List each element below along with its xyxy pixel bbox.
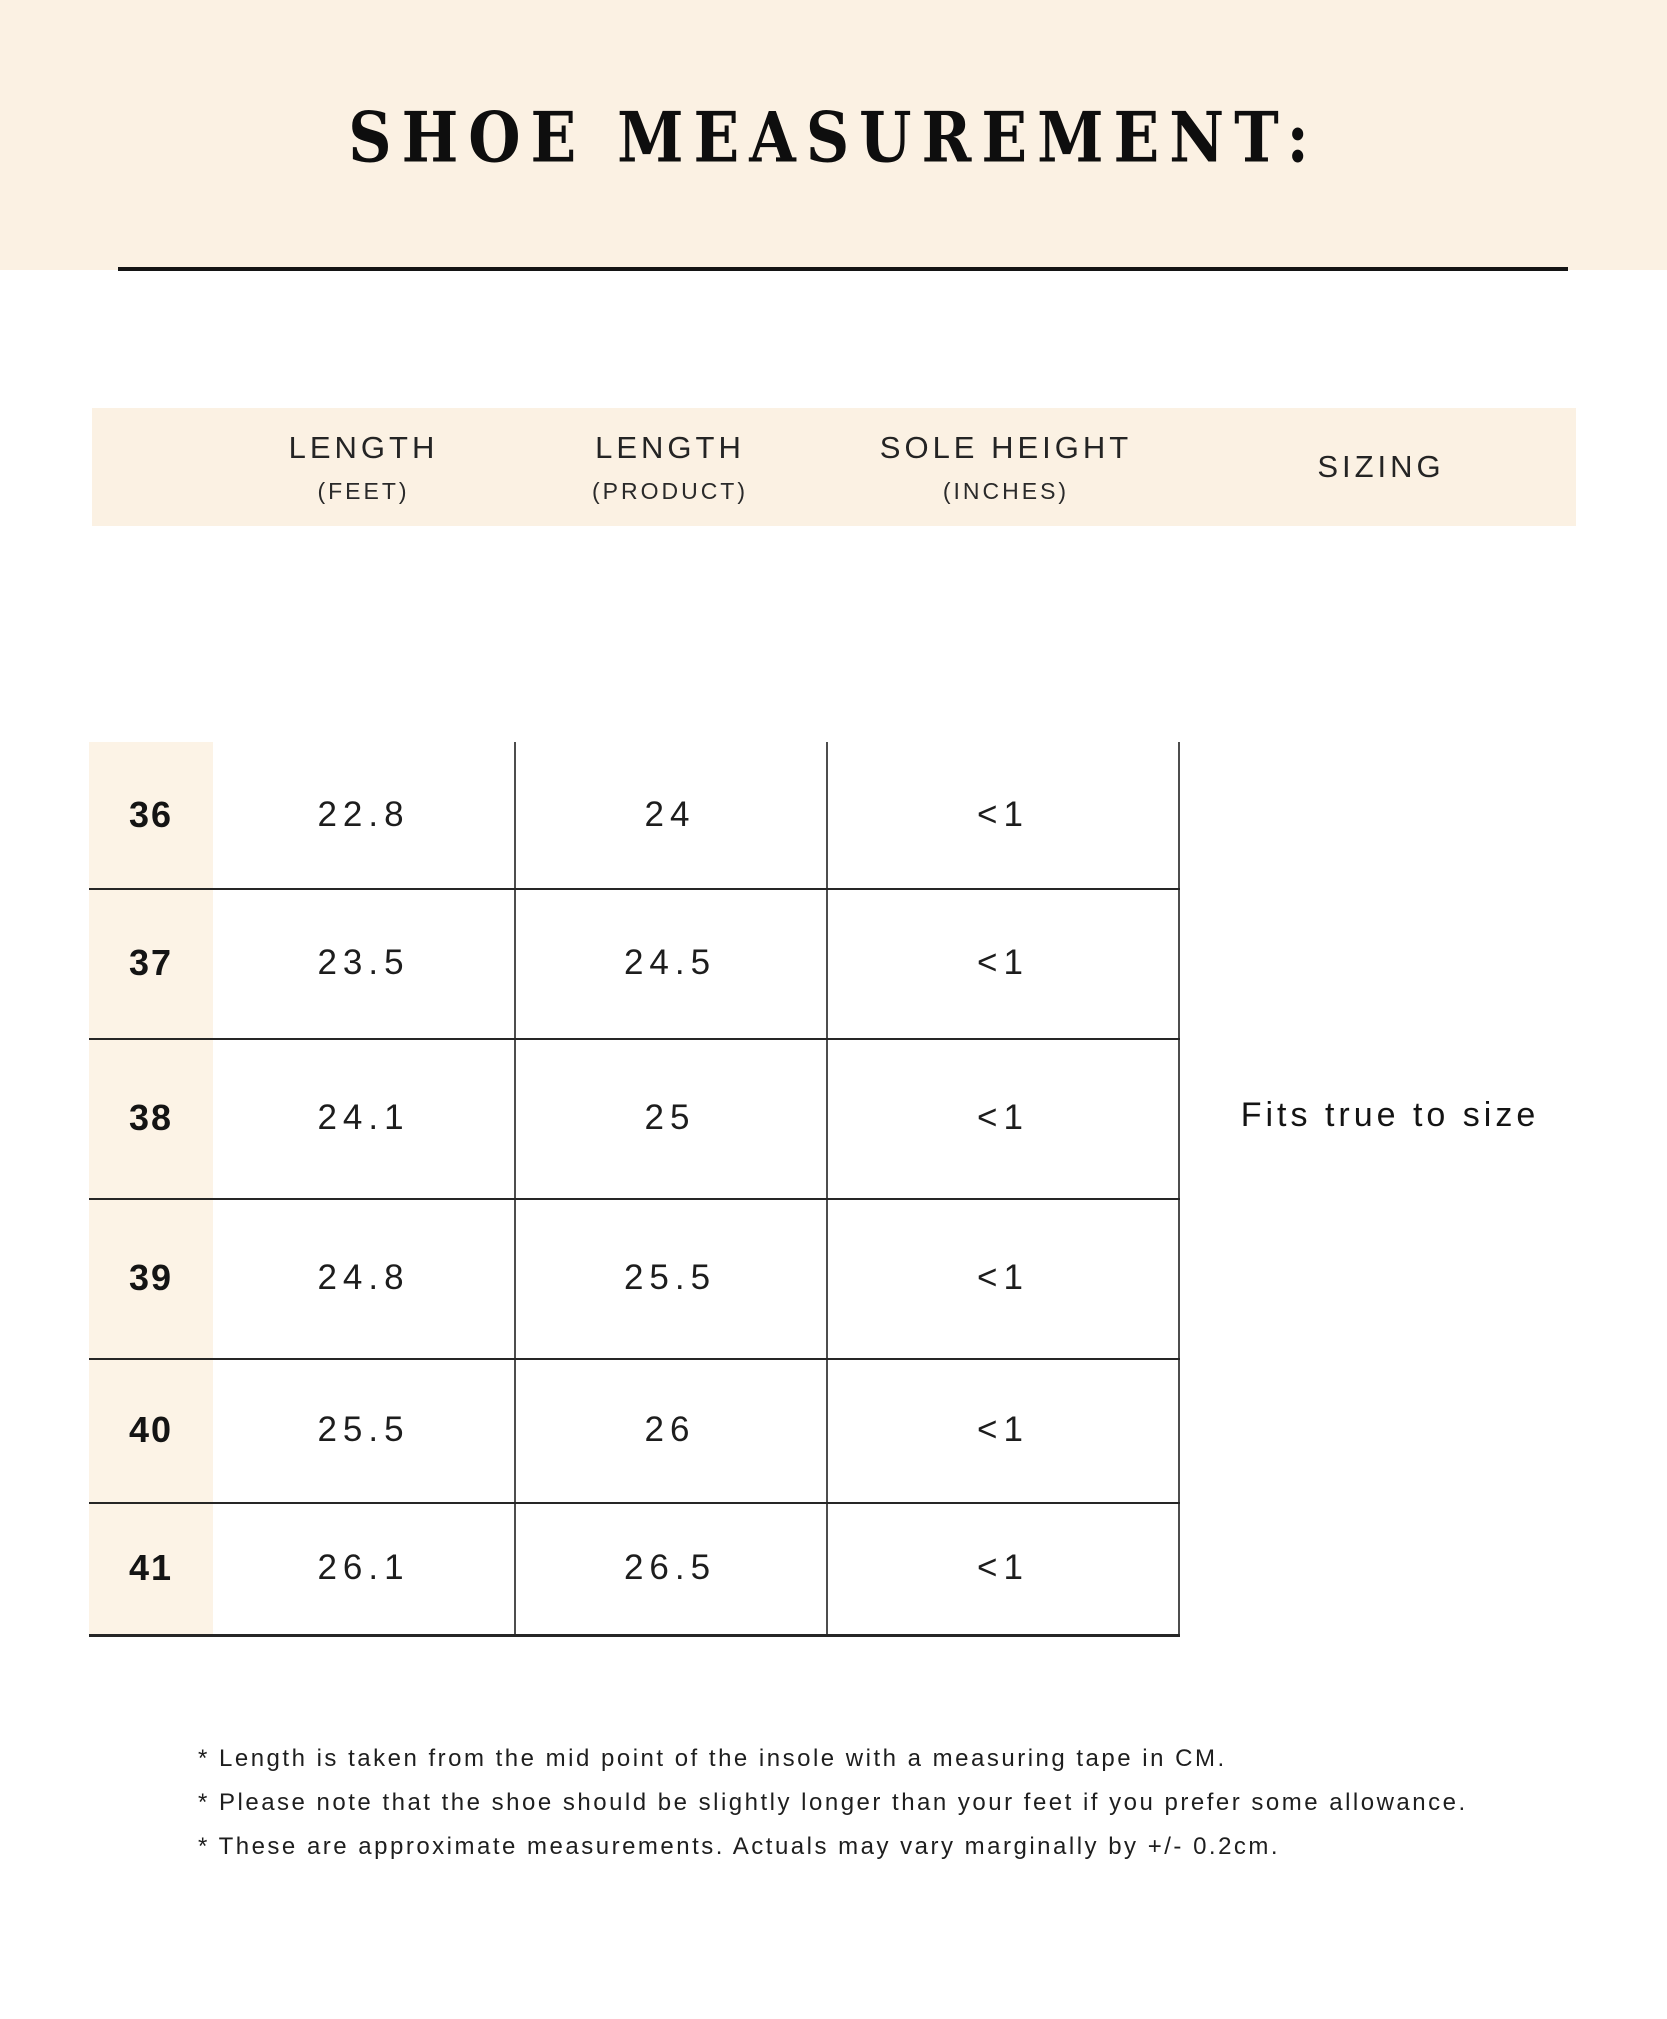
title-divider-line xyxy=(118,267,1568,271)
sole-height-cell: <1 xyxy=(977,1258,1029,1297)
length-product-cell: 24.5 xyxy=(623,943,717,982)
footnote-line: * Please note that the shoe should be slightly longer than your feet if you prefer some allowance. xyxy=(198,1789,1468,1816)
row-divider-line xyxy=(89,888,1180,890)
header-label: SIZING xyxy=(1317,449,1445,484)
column-divider-line xyxy=(826,742,828,1634)
sole-height-cell: <1 xyxy=(977,1548,1029,1587)
header-label: LENGTH xyxy=(288,429,439,465)
row-divider-line xyxy=(89,1038,1180,1040)
length-feet-cell: 23.5 xyxy=(317,943,410,982)
size-cell: 36 xyxy=(89,742,213,888)
length-product-cell: 25 xyxy=(644,1098,696,1137)
length-feet-cell: 25.5 xyxy=(317,1410,410,1449)
length-feet-cell: 24.1 xyxy=(317,1098,410,1137)
header-length-product xyxy=(514,408,826,526)
measurement-table xyxy=(89,742,1180,1637)
length-feet-cell: 24.8 xyxy=(317,1258,410,1297)
sizing-note: Fits true to size xyxy=(1240,1095,1540,1134)
header-sole-height xyxy=(826,408,1186,526)
size-cell: 41 xyxy=(89,1502,213,1634)
header-label: LENGTH xyxy=(595,429,745,465)
page-title: SHOE MEASUREMENT: xyxy=(348,98,1319,179)
sole-height-cell: <1 xyxy=(977,795,1029,834)
row-divider-line xyxy=(89,1358,1180,1360)
table-header-band xyxy=(92,408,1576,526)
length-product-cell: 25.5 xyxy=(623,1258,717,1297)
header-length-feet xyxy=(213,408,514,526)
sole-height-cell: <1 xyxy=(977,1098,1029,1137)
length-product-cell: 26 xyxy=(644,1410,696,1449)
length-feet-cell: 26.1 xyxy=(317,1548,410,1587)
length-product-cell: 26.5 xyxy=(623,1548,717,1587)
footnotes xyxy=(198,1737,1618,1869)
title-band xyxy=(0,0,1667,270)
table-right-border-line xyxy=(1178,742,1180,1634)
size-cell: 38 xyxy=(89,1038,213,1198)
column-divider-line xyxy=(514,742,516,1634)
size-cell: 40 xyxy=(89,1358,213,1502)
header-sizing xyxy=(1186,408,1576,526)
header-label: SOLE HEIGHT xyxy=(879,429,1133,465)
length-product-cell: 24 xyxy=(644,795,696,834)
footnote-line: * These are approximate measurements. Actuals may vary marginally by +/- 0.2cm. xyxy=(198,1833,1281,1860)
header-sublabel: (PRODUCT) xyxy=(591,477,749,504)
row-divider-line xyxy=(89,1198,1180,1200)
length-feet-cell: 22.8 xyxy=(317,795,410,834)
row-divider-line xyxy=(89,1502,1180,1504)
sole-height-cell: <1 xyxy=(977,943,1029,982)
header-sublabel: (FEET) xyxy=(317,477,410,504)
footnote-line: * Length is taken from the mid point of the insole with a measuring tape in CM. xyxy=(198,1745,1227,1772)
size-cell: 37 xyxy=(89,888,213,1038)
header-sublabel: (INCHES) xyxy=(942,477,1070,504)
sole-height-cell: <1 xyxy=(977,1410,1029,1449)
size-cell: 39 xyxy=(89,1198,213,1358)
